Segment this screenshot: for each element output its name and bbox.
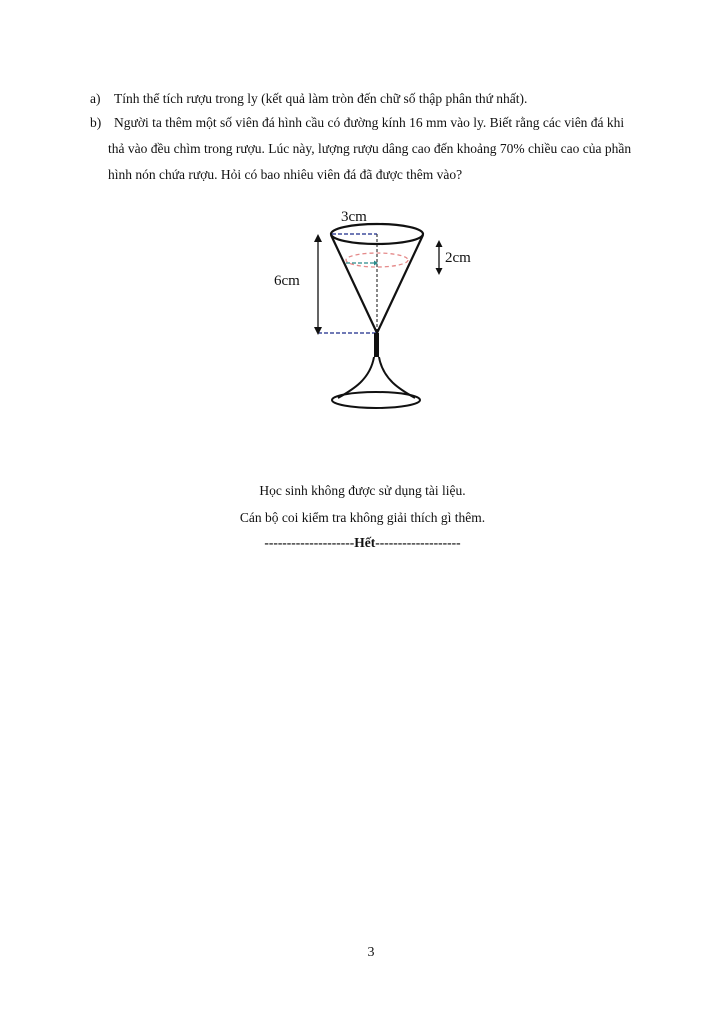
cone-right-side	[377, 235, 423, 333]
question-b-marker: b)	[90, 115, 102, 130]
question-a-marker: a)	[90, 91, 101, 106]
question-b-line-1: Người ta thêm một số viên đá hình cầu có đường kính 16 mm vào ly. Biết rằng các viên đá khi	[114, 115, 625, 130]
question-a	[90, 86, 690, 112]
label-2cm: 2cm	[445, 250, 471, 266]
footer-note-proctor: Cán bộ coi kiểm tra không giải thích gì thêm.	[239, 510, 486, 525]
page-number: 3	[367, 945, 375, 960]
depth-arrow-top	[436, 240, 443, 247]
wine-glass-diagram	[260, 200, 490, 420]
height-arrow-top	[314, 234, 322, 242]
depth-arrow-bottom	[436, 268, 443, 275]
label-3cm: 3cm	[341, 209, 367, 225]
footer-note-materials: Học sinh không được sử dụng tài liệu.	[259, 483, 466, 498]
height-arrow-bottom	[314, 327, 322, 335]
wine-glass-figure	[260, 200, 490, 420]
cone-left-side	[331, 235, 377, 333]
question-b-line-2: thả vào đều chìm trong rượu. Lúc này, lượng rượu dâng cao đến khoảng 70% chiều cao của phần	[108, 141, 632, 156]
label-6cm: 6cm	[274, 273, 300, 289]
glass-stem	[374, 333, 379, 357]
end-of-exam-line: --------------------Hết-------------------	[264, 535, 461, 550]
question-a-line-1: Tính thể tích rượu trong ly (kết quả làm tròn đến chữ số thập phân thứ nhất).	[114, 91, 528, 106]
glass-base	[332, 392, 420, 408]
question-b-line-3: hình nón chứa rượu. Hỏi có bao nhiêu viên đá đã được thêm vào?	[108, 167, 463, 182]
question-b	[90, 110, 690, 188]
